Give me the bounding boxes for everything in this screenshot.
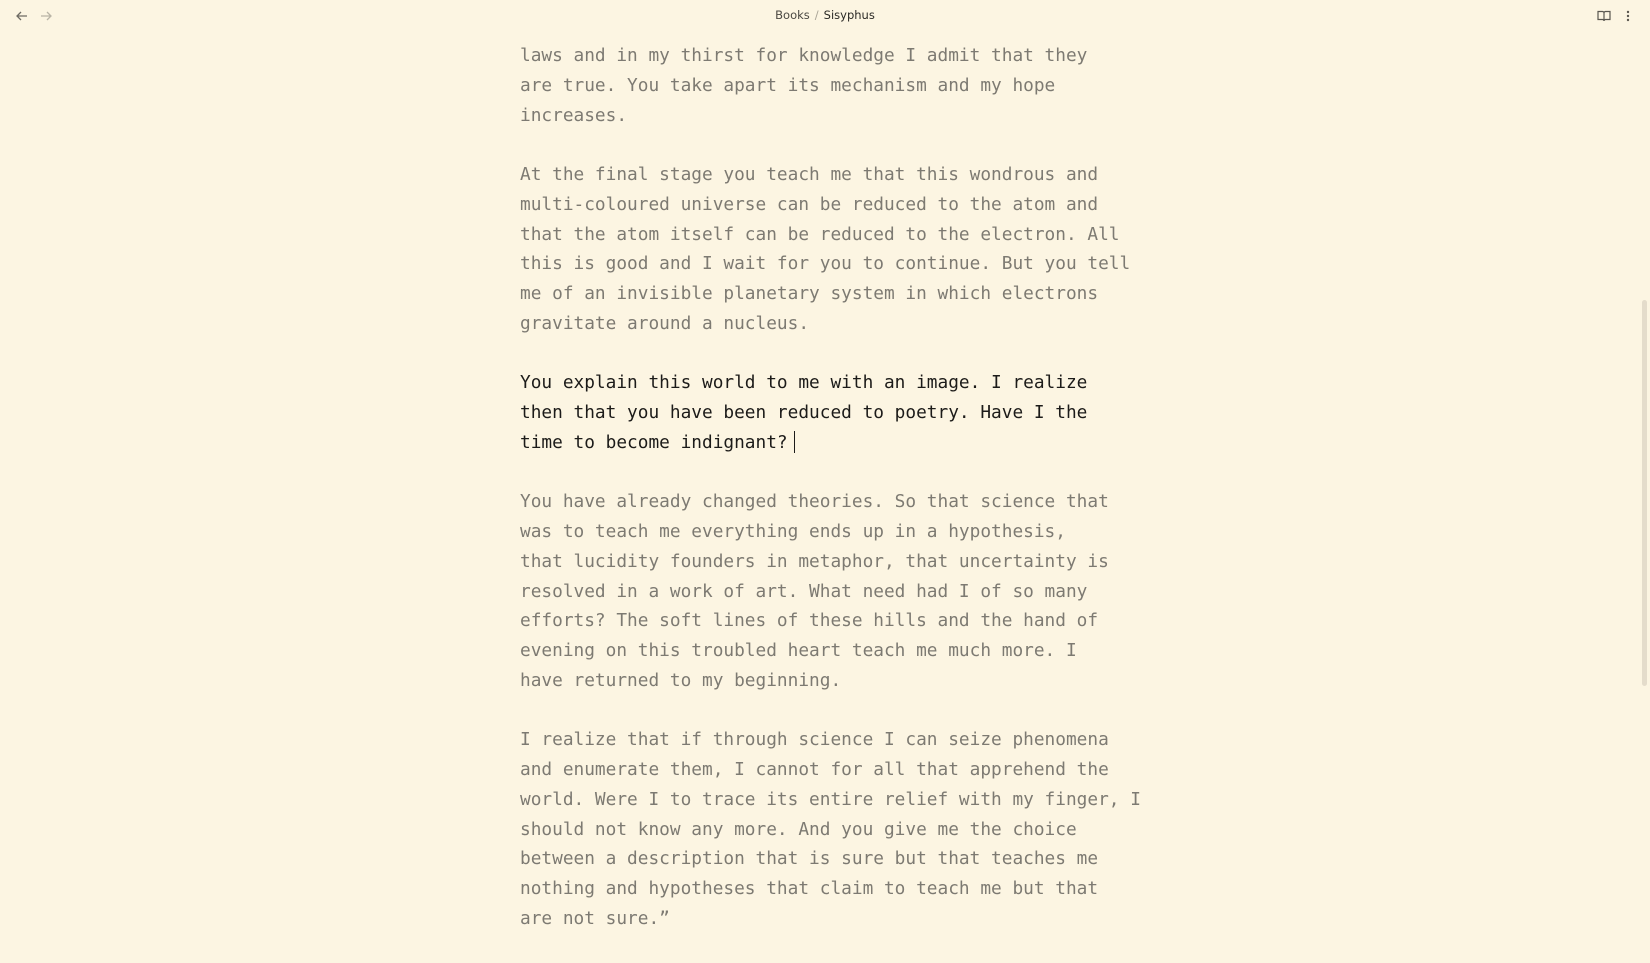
text-line: me of an invisible planetary system in which electrons xyxy=(520,283,1099,304)
text-line: nothing and hypotheses that claim to teach me but that xyxy=(520,878,1099,899)
text-line: between a description that is sure but that teaches me xyxy=(520,848,1099,870)
text-line: resolved in a work of art. What need had I of so many xyxy=(520,580,1088,602)
paragraph[interactable] xyxy=(520,725,1140,933)
document-editor[interactable] xyxy=(520,41,1140,963)
text-line: then that you have been reduced to poetry. Have I the xyxy=(520,402,1088,423)
text-line: gravitate around a nucleus. xyxy=(520,312,810,334)
text-line: You have already changed theories. So that science that xyxy=(520,491,1109,513)
text-line: and enumerate them, I cannot for all that apprehend the xyxy=(520,759,1109,780)
breadcrumb-separator: / xyxy=(814,8,819,22)
text-line: evening on this troubled heart teach me much more. I xyxy=(520,640,1077,661)
text-line: At the final stage you teach me that this wondrous and xyxy=(520,164,1099,185)
text-line: that lucidity founders in metaphor, that uncertainty is xyxy=(520,550,1109,572)
book-open-icon xyxy=(1597,10,1611,22)
text-cursor xyxy=(794,431,796,453)
breadcrumb-parent[interactable]: Books xyxy=(775,8,810,22)
text-line: efforts? The soft lines of these hills and the hand of xyxy=(520,610,1099,632)
text-line: are not sure.” xyxy=(520,907,670,929)
paragraph[interactable] xyxy=(520,160,1140,339)
text-line: this is good and I wait for you to continue. But you tell xyxy=(520,253,1131,275)
paragraph-focused[interactable] xyxy=(520,368,1140,457)
breadcrumb xyxy=(0,8,1650,22)
text-line: multi-coloured universe can be reduced to the atom and xyxy=(520,193,1099,215)
last-line-with-caret xyxy=(520,428,1140,458)
breadcrumb-current: Sisyphus xyxy=(823,8,875,22)
scrollbar-thumb[interactable] xyxy=(1642,300,1647,686)
text-line: time to become indignant? xyxy=(520,431,788,453)
reader-mode-button[interactable] xyxy=(1594,6,1614,26)
text-line: laws and in my thirst for knowledge I admit that they xyxy=(520,45,1088,66)
text-line: have returned to my beginning. xyxy=(520,669,842,691)
more-vertical-icon xyxy=(1626,10,1630,22)
more-menu-button[interactable] xyxy=(1620,6,1636,26)
text-line: You explain this world to me with an image. I realize xyxy=(520,372,1088,394)
text-line: are true. You take apart its mechanism and my hope xyxy=(520,74,1056,96)
paragraph[interactable] xyxy=(520,487,1140,695)
text-line: should not know any more. And you give me the choice xyxy=(520,818,1077,840)
text-line: world. Were I to trace its entire relief with my finger, I xyxy=(520,788,1141,810)
top-bar xyxy=(0,0,1650,32)
text-line: that the atom itself can be reduced to the electron. All xyxy=(520,223,1120,245)
text-line: increases. xyxy=(520,104,628,126)
paragraph[interactable] xyxy=(520,41,1140,130)
text-line: I realize that if through science I can seize phenomena xyxy=(520,729,1109,751)
text-line: was to teach me everything ends up in a hypothesis, xyxy=(520,521,1066,542)
